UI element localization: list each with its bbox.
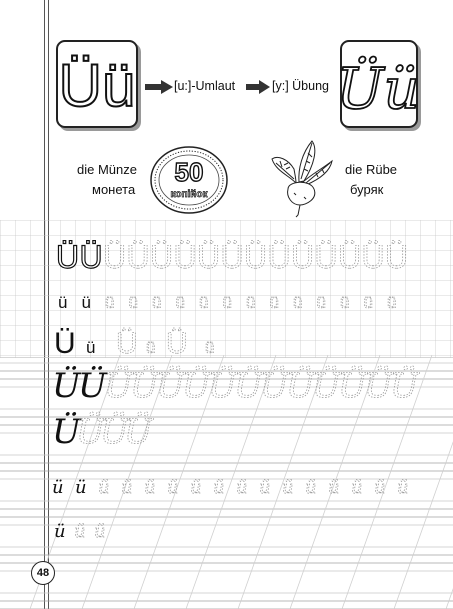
traced-letter: Ü	[116, 327, 138, 360]
sample-letter: Ü	[56, 239, 80, 275]
traced-letter: ü	[175, 293, 185, 312]
traced-letter: Ü	[338, 366, 367, 406]
sample-letter: Ü	[78, 366, 107, 406]
traced-letter: ü	[94, 521, 106, 542]
traced-letter: Ü	[244, 239, 268, 275]
traced-letter: ü	[74, 521, 86, 542]
traced-letter: Ü	[291, 239, 315, 275]
traced-letter: Ü	[126, 239, 150, 275]
coin-image	[149, 145, 229, 215]
print-letter-card	[56, 40, 138, 128]
sample-letter: ü	[86, 338, 96, 357]
traced-letter: ü	[269, 293, 279, 312]
traced-letter: ü	[397, 477, 409, 498]
traced-letter: ü	[146, 338, 156, 357]
sample-letter: Ü	[79, 239, 103, 275]
traced-letter: Ü	[385, 239, 409, 275]
script-letter-card	[336, 40, 420, 128]
traced-letter: ü	[328, 477, 340, 498]
traced-letter: Ü	[166, 327, 188, 360]
traced-letter: Ü	[260, 366, 289, 406]
traced-letter: ü	[316, 293, 326, 312]
print-letters: Üü	[58, 52, 136, 119]
caption-beet-ukrainian: буряк	[350, 182, 384, 197]
traced-letter: ü	[190, 477, 202, 498]
page-number: 48	[31, 561, 55, 585]
traced-letter: Ü	[76, 412, 105, 452]
traced-letter: ü	[236, 477, 248, 498]
traced-letter: ü	[246, 293, 256, 312]
traced-letter: ü	[293, 293, 303, 312]
caption-coin-ukrainian: монета	[92, 182, 136, 197]
traced-letter: ü	[98, 477, 110, 498]
traced-letter: Ü	[220, 239, 244, 275]
traced-letter: Ü	[390, 366, 419, 406]
traced-letter: ü	[128, 293, 138, 312]
sample-letter: ü	[58, 293, 68, 312]
sample-letter: ü	[54, 521, 66, 542]
traced-letter: Ü	[124, 412, 153, 452]
phonetic-uebung: [y:] Übung	[272, 79, 329, 93]
traced-letter: ü	[387, 293, 397, 312]
caption-beet-german: die Rübe	[345, 162, 398, 177]
traced-letter: ü	[222, 293, 232, 312]
traced-letter: ü	[121, 477, 133, 498]
traced-letter: Ü	[130, 366, 159, 406]
traced-letter: Ü	[156, 366, 185, 406]
traced-letter: Ü	[208, 366, 237, 406]
traced-letter: ü	[199, 293, 209, 312]
traced-letter: Ü	[364, 366, 393, 406]
sample-letter: ü	[75, 477, 87, 498]
traced-letter: ü	[340, 293, 350, 312]
arrow-right-icon	[145, 80, 173, 94]
sample-letter: Ü	[52, 366, 81, 406]
traced-letter: ü	[259, 477, 271, 498]
coin-value: 50	[174, 157, 204, 187]
traced-letter: Ü	[338, 239, 362, 275]
coin-text: копійок	[170, 189, 208, 200]
traced-letter: ü	[167, 477, 179, 498]
traced-letter: Ü	[234, 366, 263, 406]
traced-letter: ü	[144, 477, 156, 498]
beet-image	[268, 135, 340, 219]
phonetic-umlaut: [u:]-Umlaut	[174, 79, 236, 93]
traced-letter: ü	[152, 293, 162, 312]
sample-letter: ü	[81, 293, 91, 312]
arrow-right-icon	[246, 80, 270, 94]
traced-letter: ü	[205, 338, 215, 357]
grid-practice-area	[0, 220, 453, 358]
sample-letter: ü	[52, 477, 64, 498]
caption-coin-german: die Münze	[77, 162, 137, 177]
traced-letter: Ü	[312, 366, 341, 406]
sample-letter: Ü	[52, 412, 81, 452]
traced-letter: Ü	[267, 239, 291, 275]
traced-letter: ü	[305, 477, 317, 498]
traced-letter: ü	[105, 293, 115, 312]
traced-letter: ü	[282, 477, 294, 498]
traced-letter: ü	[213, 477, 225, 498]
traced-letter: Ü	[173, 239, 197, 275]
script-letters: Üü	[336, 57, 420, 122]
traced-letter: Ü	[150, 239, 174, 275]
traced-letter: Ü	[286, 366, 315, 406]
traced-letter: Ü	[103, 239, 127, 275]
traced-letter: Ü	[314, 239, 338, 275]
traced-letter: ü	[363, 293, 373, 312]
traced-letter: ü	[351, 477, 363, 498]
sample-letter: Ü	[54, 327, 76, 360]
traced-letter: Ü	[104, 366, 133, 406]
traced-letter: ü	[374, 477, 386, 498]
traced-letter: Ü	[197, 239, 221, 275]
traced-letter: Ü	[100, 412, 129, 452]
traced-letter: Ü	[182, 366, 211, 406]
traced-letter: Ü	[361, 239, 385, 275]
lined-practice-area	[0, 355, 453, 609]
